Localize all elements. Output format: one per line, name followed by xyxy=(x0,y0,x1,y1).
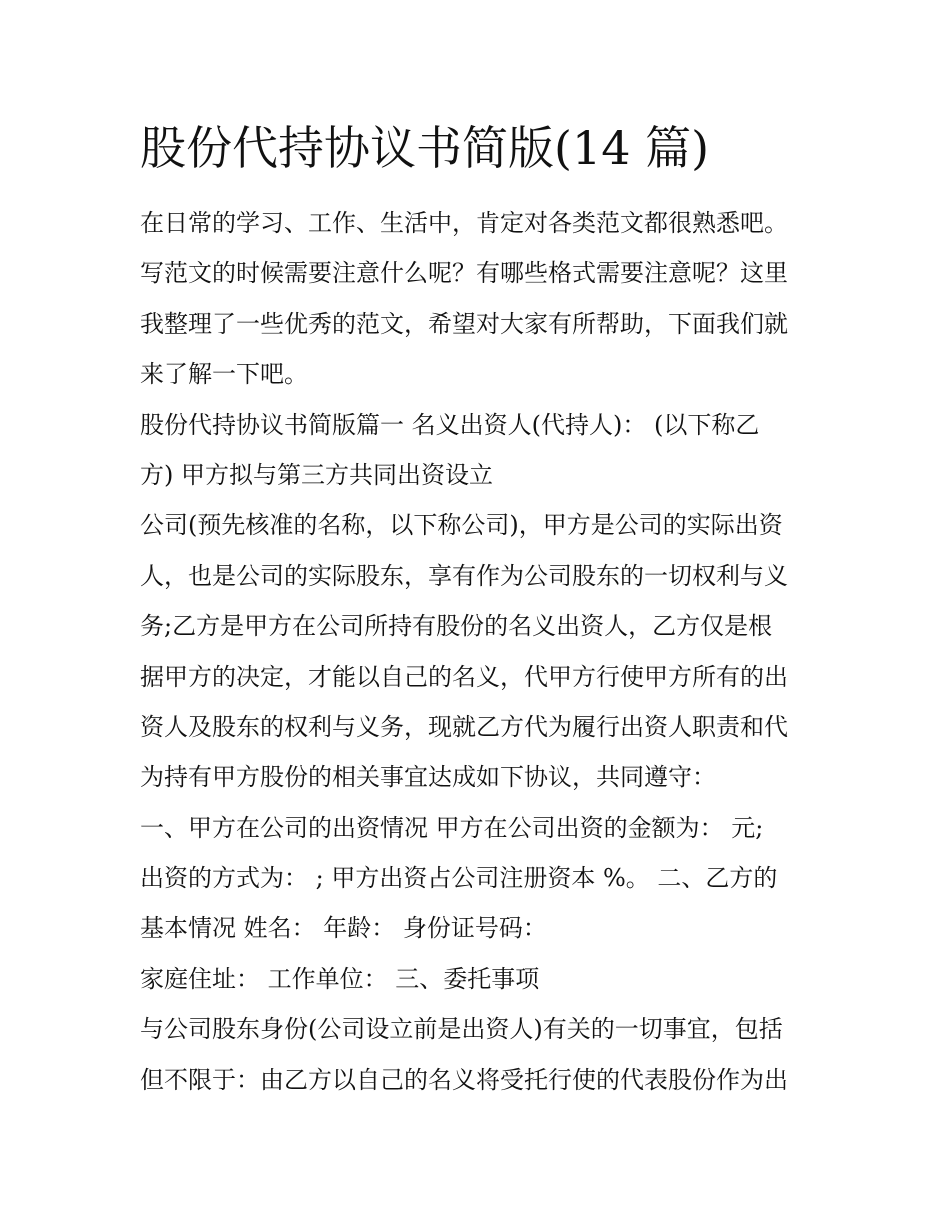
body-line: 为持有甲方股份的相关事宜达成如下协议，共同遵守： xyxy=(140,763,716,792)
body-line: 我整理了一些优秀的范文，希望对大家有所帮助，下面我们就 xyxy=(140,309,788,338)
body-line: 资人及股东的权利与义务，现就乙方代为履行出资人职责和代 xyxy=(140,712,788,741)
body-line: 方) 甲方拟与第三方共同出资设立 xyxy=(140,460,493,489)
body-line: 股份代持协议书简版篇一 名义出资人(代持人)： (以下称乙 xyxy=(140,410,760,439)
body-line: 在日常的学习、工作、生活中，肯定对各类范文都很熟悉吧。 xyxy=(140,209,788,237)
body-line: 人，也是公司的实际股东，享有作为公司股东的一切权利与义 xyxy=(140,561,788,590)
body-line: 据甲方的决定，才能以自己的名义，代甲方行使甲方所有的出 xyxy=(140,662,788,691)
body-line: 家庭住址： 工作单位： 三、委托事项 xyxy=(140,964,540,993)
body-line: 基本情况 姓名： 年龄： 身份证号码： xyxy=(140,914,547,943)
body-line: 来了解一下吧。 xyxy=(140,360,308,389)
body-line: 一、甲方在公司的出资情况 甲方在公司出资的金额为： 元; xyxy=(140,813,764,842)
body-line: 公司(预先核准的名称，以下称公司)，甲方是公司的实际出资 xyxy=(140,511,783,540)
body-line: 务;乙方是甲方在公司所持有股份的名义出资人，乙方仅是根 xyxy=(140,612,773,641)
body-line: 与公司股东身份(公司设立前是出资人)有关的一切事宜，包括 xyxy=(140,1015,783,1044)
body-line: 但不限于：由乙方以自己的名义将受托行使的代表股份作为出 xyxy=(140,1065,788,1094)
body-line: 写范文的时候需要注意什么呢？有哪些格式需要注意呢？这里 xyxy=(140,259,788,288)
document-body xyxy=(140,198,820,1105)
document-title: 股份代持协议书简版(14 篇) xyxy=(140,121,710,175)
body-line: 出资的方式为： ; 甲方出资占公司注册资本 %。 二、乙方的 xyxy=(140,864,778,893)
